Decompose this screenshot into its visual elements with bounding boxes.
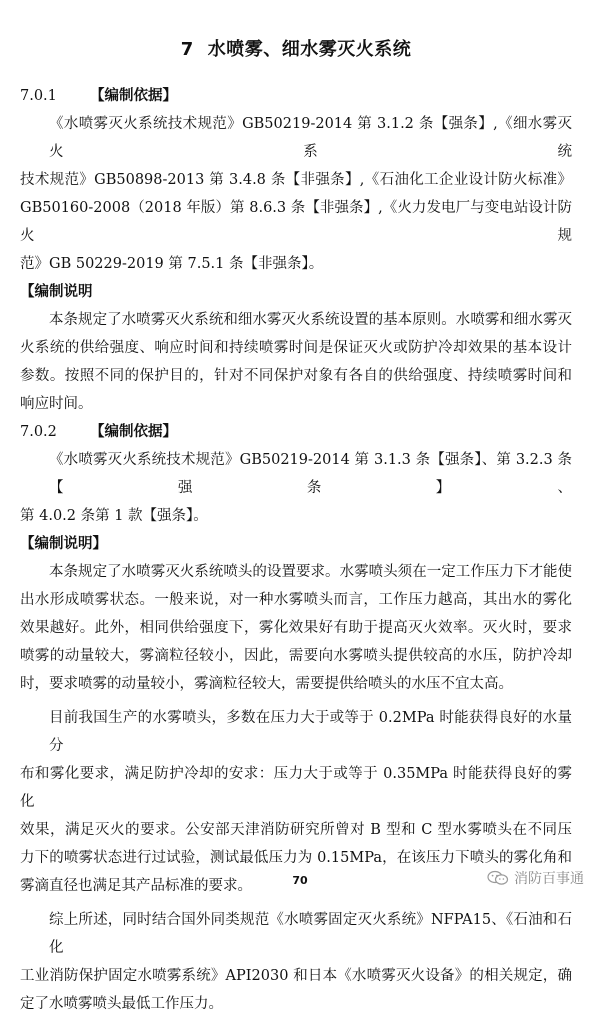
clause-heading xyxy=(20,82,572,110)
explain-line: 本条规定了水喷雾灭火系统喷头的设置要求。水雾喷头须在一定工作压力下才能使 xyxy=(49,564,572,580)
basis-label: 【编制依据】 xyxy=(90,424,177,440)
clause-number: 7.0.2 xyxy=(20,424,57,440)
basis-line: 第 4.0.2 条第 1 款【强条】。 xyxy=(20,508,208,524)
explain-line: 响应时间。 xyxy=(20,396,93,412)
clause-number: 7.0.1 xyxy=(20,88,57,104)
clause-7-0-2 xyxy=(20,418,572,1018)
basis-line: 范》GB 50229-2019 第 7.5.1 条【非强条】。 xyxy=(20,256,324,272)
explain-line: 效果越好。此外，相同供给强度下，雾化效果好有助于提高灭火效率。灭火时，要求 xyxy=(20,620,572,636)
basis-line: 技术规范》GB50898-2013 第 3.4.8 条【非强条】,《石油化工企业设计防火标准》 xyxy=(20,172,572,188)
clause-heading xyxy=(20,418,572,446)
explain-line: 火系统的供给强度、响应时间和持续喷雾时间是保证灭火或防护冷却效果的基本设计 xyxy=(20,340,572,356)
explain-label: 【编制说明 xyxy=(20,284,93,300)
watermark xyxy=(487,868,584,888)
clause-7-0-1 xyxy=(20,82,572,418)
explain-line: 布和雾化要求，满足防护冷却的安求：压力大于或等于 0.35MPa 时能获得良好的雾化 xyxy=(20,766,572,810)
explain-line: 工业消防保护固定水喷雾系统》API2030 和日本《水喷雾灭火设备》的相关规定，确 xyxy=(20,968,572,984)
chapter-title-text: 水喷雾、细水雾灭火系统 xyxy=(207,39,412,60)
basis-line: 《水喷雾灭火系统技术规范》GB50219-2014 第 3.1.2 条【强条】,《细水雾灭火系统 xyxy=(49,116,572,160)
explain-line: 出水形成喷雾状态。一般来说，对一种水雾喷头而言，工作压力越高，其出水的雾化 xyxy=(20,592,572,608)
wechat-icon xyxy=(487,870,509,886)
explain-line: 力下的喷雾状态进行过试验，测试最低压力为 0.15MPa，在该压力下喷头的雾化角和 xyxy=(20,850,572,866)
explain-line: 效果，满足灭火的要求。公安部天津消防研究所曾对 B 型和 C 型水雾喷头在不同压 xyxy=(20,822,572,838)
basis-label: 【编制依据】 xyxy=(90,88,177,104)
explain-line: 雾滴直径也满足其产品标准的要求。 xyxy=(20,878,252,894)
explain-label: 【编制说明】 xyxy=(20,536,107,552)
watermark-text: 消防百事通 xyxy=(514,871,584,887)
explain-line: 定了水喷雾喷头最低工作压力。 xyxy=(20,996,223,1012)
explain-line: 参数。按照不同的保护目的，针对不同保护对象有各自的供给强度、持续喷雾时间和 xyxy=(20,368,572,384)
explain-line: 目前我国生产的水雾喷头，多数在压力大于或等于 0.2MPa 时能获得良好的水量分 xyxy=(49,710,572,754)
explain-line: 综上所述，同时结合国外同类规范《水喷雾固定灭火系统》NFPA15、《石油和石化 xyxy=(49,912,572,956)
chapter-number: 7 xyxy=(180,39,194,60)
explain-line: 喷雾的动量较大，雾滴粒径较小，因此，需要向水雾喷头提供较高的水压，防护冷却 xyxy=(20,648,572,664)
basis-line: GB50160-2008（2018 年版）第 8.6.3 条【非强条】,《火力发电厂与变电站设计防火规 xyxy=(20,200,572,244)
page-number: 70 xyxy=(292,874,308,887)
basis-line: 《水喷雾灭火系统技术规范》GB50219-2014 第 3.1.3 条【强条】、第 3.2.3 条【强条】、 xyxy=(49,452,572,496)
explain-line: 时，要求喷雾的动量较小，雾滴粒径较大，需要提供给喷头的水压不宜太高。 xyxy=(20,676,513,692)
explain-line: 本条规定了水喷雾灭火系统和细水雾灭火系统设置的基本原则。水喷雾和细水雾灭 xyxy=(49,312,572,328)
chapter-title xyxy=(20,38,572,62)
